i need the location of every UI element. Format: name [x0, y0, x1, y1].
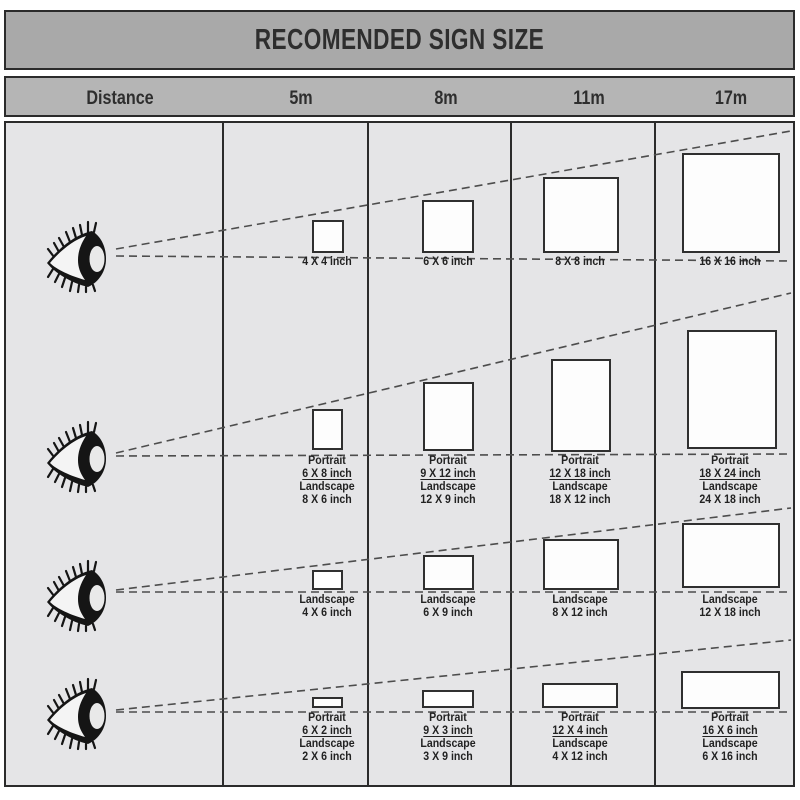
sign-rect-banner-17m — [681, 671, 780, 709]
title-bar — [4, 10, 795, 70]
size-text: 18 X 12 inch — [549, 494, 611, 506]
sign-rect-landscape-8m — [423, 555, 474, 590]
sign-label-landscape-11m — [520, 594, 640, 620]
orientation-text: Portrait — [308, 712, 346, 724]
sign-rect-banner-5m — [312, 697, 343, 708]
size-text: 9 X 3 inch — [423, 725, 473, 737]
sign-label-portrait-11m — [520, 455, 640, 507]
orientation-text: Landscape — [299, 594, 355, 606]
sign-rect-square-17m — [682, 153, 780, 253]
sign-label-banner-11m — [520, 712, 640, 764]
sign-label-landscape-8m — [388, 594, 508, 620]
size-text: 12 X 9 inch — [420, 494, 476, 506]
orientation-text: Landscape — [702, 594, 758, 606]
orientation-text: Portrait — [429, 455, 467, 467]
column-divider-1 — [222, 121, 224, 787]
orientation-text: Portrait — [711, 712, 749, 724]
sign-rect-square-8m — [422, 200, 474, 253]
orientation-text: Landscape — [420, 594, 476, 606]
orientation-text: Portrait — [711, 455, 749, 467]
size-text: 24 X 18 inch — [699, 494, 761, 506]
size-text: 4 X 12 inch — [552, 751, 608, 763]
sign-rect-banner-11m — [542, 683, 618, 708]
orientation-text: Landscape — [299, 738, 355, 750]
header-5m: 5m — [289, 87, 313, 109]
sign-rect-square-11m — [543, 177, 619, 253]
sign-rect-portrait-11m — [551, 359, 611, 452]
size-text: 3 X 9 inch — [423, 751, 473, 763]
size-text: 18 X 24 inch — [699, 468, 761, 480]
sign-label-banner-8m — [388, 712, 508, 764]
header-17m: 17m — [714, 87, 748, 109]
sign-label-square-5m — [267, 256, 387, 269]
size-text: 6 X 6 inch — [423, 256, 473, 268]
header-8m: 8m — [434, 87, 458, 109]
orientation-text: Portrait — [561, 712, 599, 724]
orientation-text: Landscape — [552, 738, 608, 750]
size-text: 16 X 6 inch — [702, 725, 758, 737]
sign-label-square-8m — [388, 256, 508, 269]
sign-rect-landscape-17m — [682, 523, 780, 588]
column-divider-2 — [367, 121, 369, 787]
orientation-text: Landscape — [552, 481, 608, 493]
size-text: 8 X 6 inch — [302, 494, 352, 506]
sign-rect-landscape-11m — [543, 539, 619, 590]
sign-label-landscape-5m — [267, 594, 387, 620]
size-text: 4 X 4 inch — [302, 256, 352, 268]
size-text: 6 X 16 inch — [702, 751, 758, 763]
header-11m: 11m — [573, 87, 605, 109]
sign-label-banner-17m — [670, 712, 790, 764]
size-text: 6 X 9 inch — [423, 607, 473, 619]
sign-label-square-11m — [520, 256, 640, 269]
orientation-text: Landscape — [702, 481, 758, 493]
orientation-text: Landscape — [299, 481, 355, 493]
sign-label-banner-5m — [267, 712, 387, 764]
column-divider-4 — [654, 121, 656, 787]
sign-label-portrait-17m — [670, 455, 790, 507]
size-text: 8 X 12 inch — [552, 607, 608, 619]
sign-label-square-17m — [670, 256, 790, 269]
column-divider-3 — [510, 121, 512, 787]
orientation-text: Landscape — [420, 738, 476, 750]
orientation-text: Landscape — [552, 594, 608, 606]
orientation-text: Portrait — [561, 455, 599, 467]
orientation-text: Landscape — [702, 738, 758, 750]
page-title: RECOMENDED SIGN SIZE — [254, 23, 545, 56]
size-text: 9 X 12 inch — [420, 468, 476, 480]
orientation-text: Landscape — [420, 481, 476, 493]
size-text: 2 X 6 inch — [302, 751, 352, 763]
size-text: 12 X 18 inch — [699, 607, 761, 619]
size-text: 8 X 8 inch — [555, 256, 605, 268]
sign-label-portrait-8m — [388, 455, 508, 507]
sign-label-portrait-5m — [267, 455, 387, 507]
distance-header-row — [4, 76, 795, 117]
sign-label-landscape-17m — [670, 594, 790, 620]
sign-rect-portrait-17m — [687, 330, 777, 449]
size-text: 12 X 4 inch — [552, 725, 608, 737]
size-text: 12 X 18 inch — [549, 468, 611, 480]
orientation-text: Portrait — [429, 712, 467, 724]
size-text: 6 X 2 inch — [302, 725, 352, 737]
sign-rect-portrait-8m — [423, 382, 474, 451]
header-distance: Distance — [86, 87, 154, 109]
orientation-text: Portrait — [308, 455, 346, 467]
size-text: 6 X 8 inch — [302, 468, 352, 480]
size-text: 4 X 6 inch — [302, 607, 352, 619]
size-text: 16 X 16 inch — [699, 256, 761, 268]
sign-rect-portrait-5m — [312, 409, 343, 450]
sign-rect-square-5m — [312, 220, 344, 253]
chart-body-panel — [4, 121, 795, 787]
sign-rect-landscape-5m — [312, 570, 343, 590]
sign-rect-banner-8m — [422, 690, 474, 708]
